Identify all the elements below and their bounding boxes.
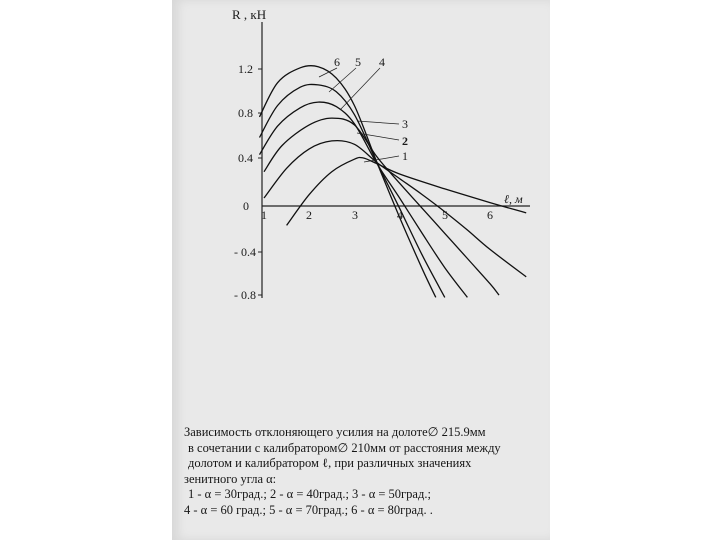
leader-3 <box>357 121 399 124</box>
y-tick-label: - 0.4 <box>234 245 256 259</box>
leader-1 <box>364 156 399 162</box>
x-tick-label: 2 <box>306 208 312 222</box>
curve-label-3: 3 <box>402 117 408 131</box>
curve-label-4: 4 <box>379 55 385 69</box>
caption-line-1: Зависимость отклоняющего усилия на долоте∅ 215.9мм <box>184 425 486 439</box>
caption-line-4: зенитного угла α: <box>184 471 277 486</box>
x-tick-label: 6 <box>487 208 493 222</box>
x-tick-label: 4 <box>397 208 403 222</box>
caption-line-5: 1 - α = 30град.; 2 - α = 40град.; 3 - α = 50град.; <box>188 487 431 501</box>
curve-label-1: 1 <box>402 149 408 163</box>
y-axis-label: R , кН <box>232 7 267 22</box>
curve-label-2: 2 <box>402 134 408 148</box>
leader-4 <box>340 68 380 110</box>
y-tick-label: 0 <box>243 199 249 213</box>
figure-caption <box>184 425 544 518</box>
y-tick-label: 0.8 <box>238 106 253 120</box>
curves <box>260 66 527 298</box>
y-tick-label: 0.4 <box>238 151 253 165</box>
y-tick-label: 1.2 <box>238 62 253 76</box>
x-ticks <box>261 208 493 222</box>
curve-label-6: 6 <box>334 55 340 69</box>
x-tick-label: 5 <box>442 208 448 222</box>
y-ticks <box>234 62 262 302</box>
series-line-6 <box>260 66 436 298</box>
caption-line-6: 4 - α = 60 град.; 5 - α = 70град.; 6 - α = 80град. . <box>184 502 433 517</box>
x-tick-label: 1 <box>261 208 267 222</box>
x-axis-label: ℓ, м <box>504 192 523 206</box>
curve-label-5: 5 <box>355 55 361 69</box>
x-tick-label: 3 <box>352 208 358 222</box>
caption-line-3: долотом и калибратором ℓ, при различных значениях <box>188 456 472 470</box>
leader-5 <box>329 68 356 92</box>
caption-line-2: в сочетании с калибратором∅ 210мм от расстояния между <box>188 440 501 455</box>
y-tick-label: - 0.8 <box>234 288 256 302</box>
